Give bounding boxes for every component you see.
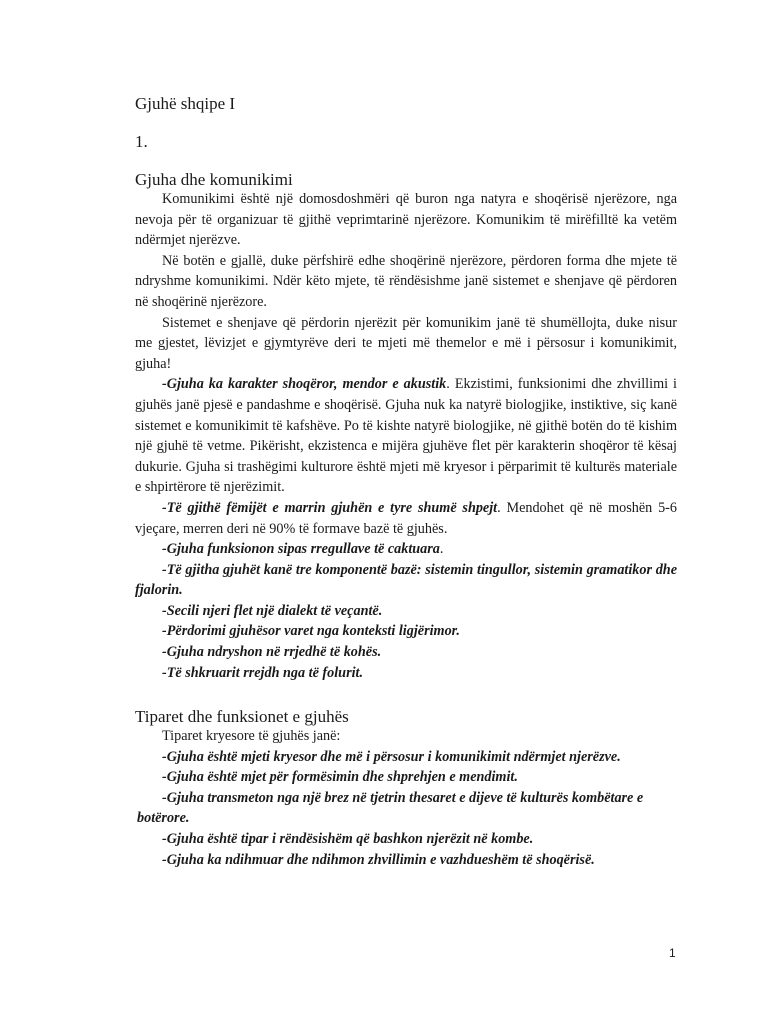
tipar-item-1: -Gjuha është mjeti kryesor dhe më i përsosur i komunikimit ndërmjet njerëzve. [162, 748, 621, 765]
tipar-item-2: -Gjuha është mjet për formësimin dhe shprehjen e mendimit. [162, 769, 518, 786]
paragraph-text: . Ekzistimi, funksionimi dhe zhvillimi i gjuhës janë pjesë e pandashme e shoqërisë. Gjuha nuk ka natyrë biologjike, instiktive, siç kanë sistemet e komunikimit të kafshëve. Po të kishte natyrë biologjike, në gjithë botën do të kishim një gjuhë të vetme. Pikërisht, ekzistenca e mijëra gjuhëve flet për karakterin shoqëror të kësaj dukurie. Gjuha si trashëgimi kulturore është mjeti më kryesor i përparimit të kulturës materiale e shpirtërore të njerëzimit. [135, 376, 677, 496]
section-number: 1. [135, 132, 148, 151]
paragraph-text: . Mendohet që në moshën 5-6 vjeçare, merren deri në 90% të formave bazë të gjuhës. [135, 499, 677, 537]
page-number: 1 [669, 946, 676, 960]
tipar-item-4: -Gjuha është tipar i rëndësishëm që bashkon njerëzit në kombe. [162, 830, 534, 847]
paragraph-te-shkruarit: -Të shkruarit rrejdh nga të folurit. [162, 664, 364, 681]
paragraph-ndryshimi: -Gjuha ndryshon në rrjedhë të kohës. [162, 644, 382, 661]
section-2-body [135, 726, 677, 870]
paragraph-text: . [439, 541, 444, 558]
paragraph-femijet [135, 498, 677, 539]
paragraph-karakter-shoqeror [135, 374, 677, 498]
tipar-item-3 [135, 788, 677, 809]
section-1-body [135, 189, 677, 683]
tipar-item-3-continuation: botërore. [137, 810, 190, 827]
tiparet-intro: Tiparet kryesore të gjuhës janë: [162, 728, 341, 744]
section-title-tiparet: Tiparet dhe funksionet e gjuhës [135, 707, 349, 726]
paragraph-komponentet: -Të gjitha gjuhët kanë tre komponentë bazë: sistemin tingullor, sistemin gramatikor dhe fjalorin. [135, 561, 677, 599]
paragraph-konteksti: -Përdorimi gjuhësor varet nga konteksti ligjërimor. [162, 623, 460, 640]
bold-statement: -Të gjithë fëmijët e marrin gjuhën e tyre shumë shpejt [162, 499, 498, 516]
tipar-item-3-line-1: -Gjuha transmeton nga një brez në tjetrin thesaret e dijeve të kulturës kombëtare e [162, 789, 644, 806]
paragraph-dialekti: -Secili njeri flet një dialekt të veçantë. [162, 602, 383, 619]
bold-statement: -Gjuha funksionon sipas rregullave të caktuara [162, 541, 440, 558]
paragraph-bota-e-gjalle: Në botën e gjallë, duke përfshirë edhe shoqërinë njerëzore, përdoren forma dhe mjete të ndryshme komunikimi. Ndër këto mjete, të rëndësishme janë sistemet e shenjave që përdoren në shoqërinë njerëzore. [135, 252, 677, 310]
paragraph-sistemet-e-shenjave: Sistemet e shenjave që përdorin njerëzit për komunikim janë të shumëllojta, duke nisur me gjestet, lëvizjet e gjymtyrëve deri te mjeti më themelor e më i përsosur i komunikimit, gjuha! [135, 314, 677, 372]
paragraph-komunikimi: Komunikimi është një domosdoshmëri që buron nga natyra e shoqërisë njerëzore, nga nevoja për të organizuar të gjithë veprimtarinë njerëzore. Komunikim të mirëfilltë ka vetëm ndërmjet njerëzve. [135, 191, 677, 249]
document-heading: Gjuhë shqipe I [135, 94, 236, 113]
tipar-item-5: -Gjuha ka ndihmuar dhe ndihmon zhvillimin e vazhdueshëm të shoqërisë. [162, 851, 595, 868]
section-title-gjuha-dhe-komunikimi: Gjuha dhe komunikimi [135, 170, 293, 189]
paragraph-rregullat [135, 539, 677, 560]
bold-statement: -Gjuha ka karakter shoqëror, mendor e akustik [162, 376, 447, 393]
